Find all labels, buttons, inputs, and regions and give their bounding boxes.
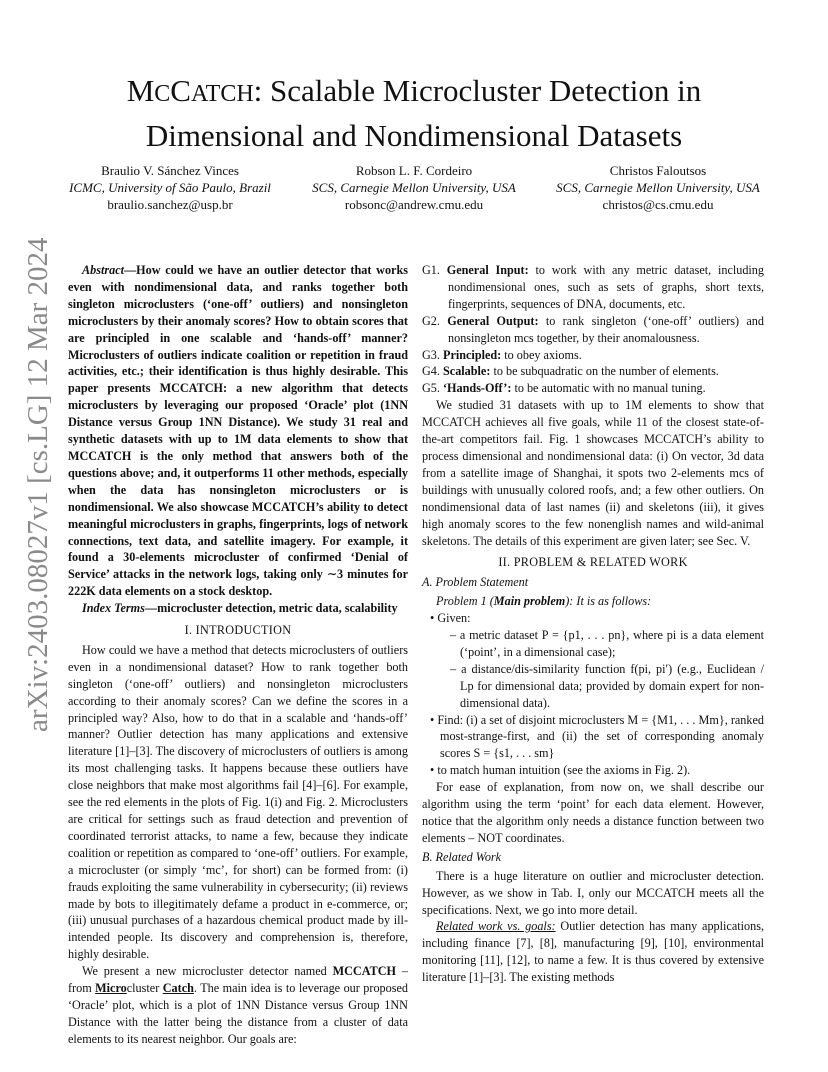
- author-email: christos@cs.cmu.edu: [602, 197, 714, 212]
- arxiv-stamp: arXiv:2403.08027v1 [cs.LG] 12 Mar 2024: [22, 237, 54, 732]
- subsection-heading-problem-statement: A. Problem Statement: [422, 575, 529, 590]
- goal-item: G1. General Input: to work with any metric dataset, including nondimensional ones, such as sets of graphs, short texts, fingerprints, sequences of DNA, documents, etc.: [422, 263, 764, 311]
- related-paragraph-2: Related work vs. goals: Outlier detection has many applications, including finance [7], [8], manufacturing [9], [10], environmental monitoring [11], [12], to name a few. It is thus covered by extensive literature [1]–[3]. The existing methods: [422, 919, 764, 985]
- given-item-2: – a distance/dis-similarity function f(pi, pi′) (e.g., Euclidean / Lp for dimensional data; provided by domain expert for non-dimensional data).: [450, 661, 764, 710]
- author-2: [284, 162, 544, 213]
- bullet-given: • Given:: [430, 611, 471, 626]
- goal-item: G5. ‘Hands-Off’: to be automatic with no manual tuning.: [422, 381, 706, 396]
- title-line-1: MCCATCH: Scalable Microcluster Detection in: [126, 73, 702, 108]
- author-1: [40, 162, 300, 213]
- goal-item: G2. General Output: to rank singleton (‘one-off’ outliers) and nonsingleton mcs together, by their anomalousness.: [422, 313, 764, 345]
- ease-paragraph: For ease of explanation, from now on, we shall describe our algorithm using the term ‘point’ for each data element. However, notice that the algorithm only needs a distance function between two elements – NOT coordinates.: [422, 780, 764, 845]
- bullet-find: • Find: (i) a set of disjoint microclusters M = {M1, . . . Mm}, ranked most-strange-first, and (ii) the set of corresponding anomaly scores S = {s1, . . . sm}: [430, 712, 764, 761]
- goal-item: G4. Scalable: to be subquadratic on the number of elements.: [422, 364, 719, 379]
- author-affiliation: ICMC, University of São Paulo, Brazil: [69, 180, 271, 195]
- author-email: robsonc@andrew.cmu.edu: [344, 197, 484, 212]
- author-name: Braulio V. Sánchez Vinces: [101, 163, 239, 178]
- subsection-heading-related-work: B. Related Work: [422, 849, 502, 864]
- index-terms: Index Terms—microcluster detection, metric data, scalability: [82, 601, 398, 616]
- author-name: Christos Faloutsos: [609, 163, 707, 178]
- intro-paragraph-2: We present a new microcluster detector named MCCATCH – from Microcluster Catch. The main idea is to leverage our proposed ‘Oracle’ plot, which is a plot of 1NN Distance versus Group 1NN Distance with the latter being the distance from a cluster of data elements to its nearest neighbor. Our goals are:: [68, 964, 408, 1046]
- section-heading-introduction: I. INTRODUCTION: [184, 623, 292, 638]
- goal-item: G3. Principled: to obey axioms.: [422, 347, 582, 362]
- author-3: [528, 162, 788, 213]
- author-name: Robson L. F. Cordeiro: [355, 163, 473, 178]
- abstract: Abstract—How could we have an outlier detector that works even with nondimensional data, and ranks together both singleton microclusters (‘one-off’ outliers) and nonsingleton microclusters by their anomaly scores? How to obtain scores that are principled in one scalable and ‘hands-off’ manner? Microclusters of outliers indicate coalition or repetition in fraud activities, etc.; their identification is thus highly desirable. This paper presents MCCATCH: a new algorithm that detects microclusters by leveraging our proposed ‘Oracle’ plot (1NN Distance versus Group 1NN Distance). We study 31 real and synthetic datasets with up to 1M data elements to show that MCCATCH is the only method that answers both of the questions above; and, it outperforms 11 other methods, especially when the data has nonsingleton microclusters or is nondimensional. We also showcase MCCATCH’s ability to detect meaningful microclusters in graphs, fingerprints, logs of network connections, text data, and satellite imagery. For example, it found a 30-elements microcluster of confirmed ‘Denial of Service’ attacks in the network logs, taking only ∼3 minutes for 222K data elements on a stock desktop.: [68, 263, 408, 599]
- page-title: [60, 70, 768, 156]
- author-affiliation: SCS, Carnegie Mellon University, USA: [556, 180, 760, 195]
- author-affiliation: SCS, Carnegie Mellon University, USA: [312, 180, 516, 195]
- intro-paragraph-1: How could we have a method that detects microclusters of outliers even in a nondimensional dataset? How to rank together both singleton (‘one-off’ outliers) and nonsingleton microclusters according to their anomaly scores? Can we define the scores in a principled way? Also, how to do that in a scalable and ‘hands-off’ manner? Outlier detection has many applications and extensive literature [1]–[3]. The discovery of microclusters of outliers is among its most challenging tasks. It happens because these outliers have close neighbors that make most algorithms fail [4]–[6]. For example, see the red elements in the plots of Fig. 1(i) and Fig. 2. Microclusters are critical for settings such as fraud detection and prevention of coordinated terrorist attacks, to name a few, because they indicate coalition or repetition as compared to ‘one-off’ outliers. For example, a microcluster (or simply ‘mc’, for short) can be formed from: (i) frauds exploiting the same vulnerability in cybersecurity; (ii) reviews made by bots to illegitimately defame a product in e-commerce, or; (iii) unusual purchases of a hazardous chemical product made by ill-intended people. Its discovery and comprehension is, therefore, highly desirable.: [68, 642, 408, 962]
- left-column: [68, 262, 408, 1048]
- bullet-match: • to match human intuition (see the axioms in Fig. 2).: [430, 763, 691, 778]
- goals-paragraph: We studied 31 datasets with up to 1M elements to show that MCCATCH achieves all five goals, while 11 of the closest state-of-the-art competitors fail. Fig. 1 showcases MCCATCH’s ability to process dimensional and nondimensional data: (i) On vector, 3d data from a satellite image of Shanghai, it spots two 2-elements mcs of buildings with unusually colored roofs, and; a few other outliers. On nondimensional data of last names (ii) and skeletons (iii), it gives high anomaly scores to the few nonenglish names and wild-animal skeletons. The details of this experiment are given later; see Sec. V.: [422, 398, 764, 548]
- section-heading-problem: II. PROBLEM & RELATED WORK: [498, 555, 688, 570]
- title-line-2: Dimensional and Nondimensional Datasets: [145, 118, 683, 153]
- author-email: braulio.sanchez@usp.br: [107, 197, 233, 212]
- given-item-1: – a metric dataset P = {p1, . . . pn}, where pi is a data element (‘point’, in a dimensional case);: [450, 628, 764, 659]
- problem-statement: Problem 1 (Main problem): It is as follows:: [436, 594, 652, 609]
- right-column: [422, 262, 764, 986]
- related-paragraph-1: There is a huge literature on outlier and microcluster detection. However, as we show in Tab. I, only our MCCATCH meets all the specifications. Next, we go into more detail.: [422, 868, 764, 917]
